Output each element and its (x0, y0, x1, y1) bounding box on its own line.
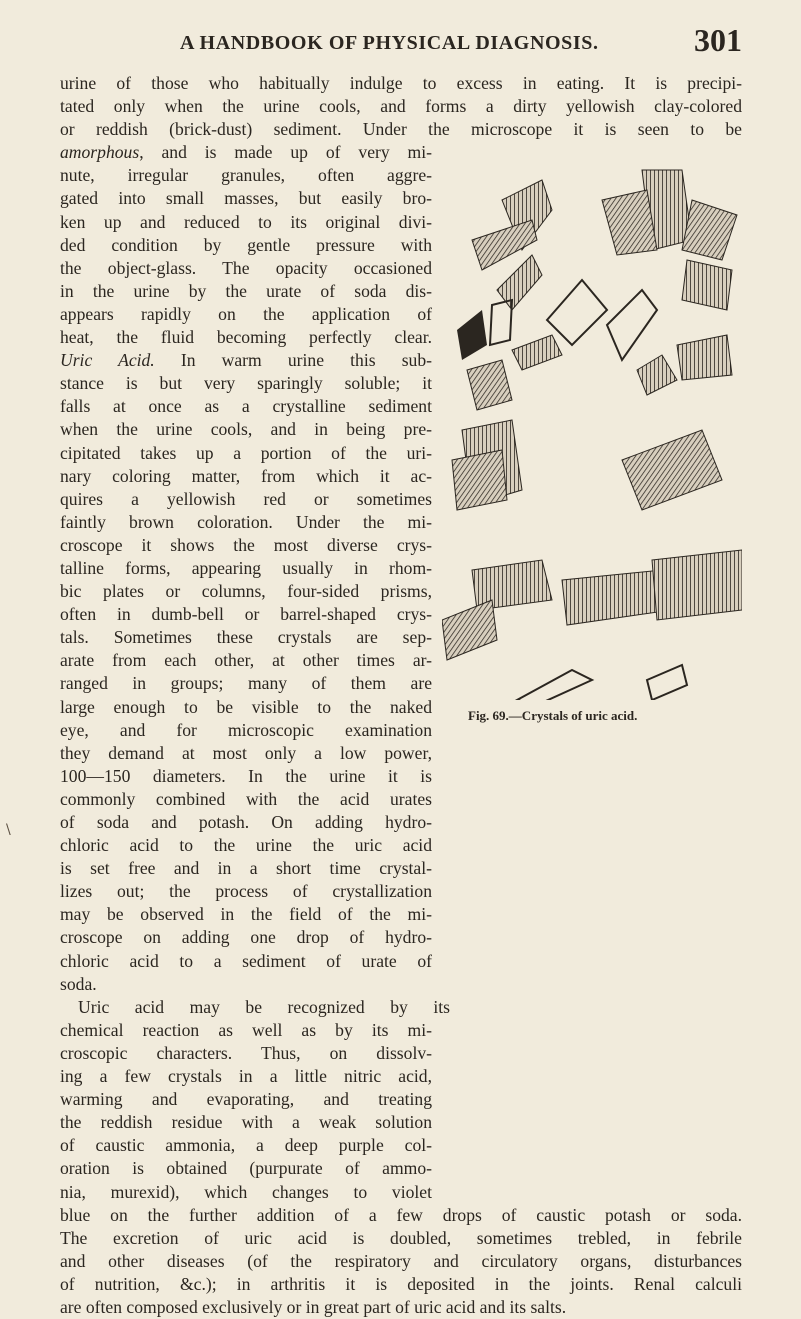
text-line: often in dumb-bell or barrel-shaped crys- (60, 604, 432, 625)
text-line: ing a few crystals in a little nitric acid, (60, 1066, 432, 1087)
crystals-illustration (442, 160, 742, 700)
text-line: croscope it shows the most diverse crys- (60, 534, 432, 555)
text-line: and other diseases (of the respiratory and circulatory organs, disturbances (60, 1250, 742, 1271)
text-line: eye, and for microscopic examination (60, 719, 432, 740)
text-line: is set free and in a short time crystal- (60, 858, 432, 879)
text-line: of nutrition, &c.); in arthritis it is deposited in the joints. Renal calculi (60, 1273, 742, 1294)
text-line: are often composed exclusively or in great part of uric acid and its salts. (60, 1296, 567, 1317)
text-line: The excretion of uric acid is doubled, sometimes trebled, in febrile (60, 1227, 742, 1248)
running-header (60, 22, 742, 62)
text-line: lizes out; the process of crystallization (60, 881, 432, 902)
text-line: oration is obtained (purpurate of ammo- (60, 1158, 432, 1179)
text-line: they demand at most only a low power, (60, 742, 432, 763)
text-line: croscope on adding one drop of hydro- (60, 927, 432, 948)
text-line: of soda and potash. On adding hydro- (60, 812, 432, 832)
text-line: in the urine by the urate of soda dis- (60, 280, 432, 301)
italic-term: amorphous (60, 142, 140, 163)
running-head-title: A HANDBOOK OF PHYSICAL DIAGNOSIS. (180, 32, 599, 54)
text-line: arate from each other, at other times ar- (60, 650, 432, 671)
text-line: ken up and reduced to its original divi- (60, 211, 432, 232)
text-line: tals. Sometimes these crystals are sep- (60, 627, 432, 648)
text-line: nia, murexid), which changes to violet (60, 1181, 432, 1202)
text-line: urine of those who habitually indulge to excess in eating. It is precipi- (60, 73, 742, 93)
crystal-sheaf-top-left (472, 180, 552, 310)
text-line: croscopic characters. Thus, on dissolv- (60, 1042, 432, 1063)
uric-acid-crystals-figure (442, 160, 742, 700)
text-line: nute, irregular granules, often aggre- (60, 165, 432, 186)
text-line: of caustic ammonia, a deep purple col- (60, 1135, 432, 1156)
text-line: faintly brown coloration. Under the mi- (60, 511, 432, 532)
page-number: 301 (694, 22, 742, 58)
text-line: chemical reaction as well as by its mi- (60, 1019, 432, 1040)
text-line: stance is but very sparingly soluble; it (60, 373, 432, 394)
text-line: ranged in groups; many of them are (60, 673, 432, 694)
text-line: tated only when the urine cools, and forms a dirty yellowish clay-colored (60, 96, 742, 117)
text-line: may be observed in the field of the mi- (60, 904, 432, 925)
barrel-bundles (442, 420, 742, 660)
text-line: quires a yellowish red or sometimes (60, 488, 432, 509)
text-line: chloric acid to a sediment of urate of (60, 950, 432, 971)
text-line: gated into small masses, but easily bro- (60, 188, 432, 209)
text-line: soda. (60, 973, 97, 994)
text-line: amorphous, and is made up of very mi- (60, 142, 432, 163)
text-line: or reddish (brick-dust) sediment. Under the microscope it is seen to be (60, 119, 742, 140)
text-line: talline forms, appearing usually in rhom- (60, 557, 432, 578)
figure-caption: Fig. 69.—Crystals of uric acid. (468, 708, 638, 723)
text-line: Uric Acid. In warm urine this sub- (60, 350, 432, 371)
text-line: the reddish residue with a weak solution (60, 1112, 432, 1133)
crystal-sheaf-top-right (602, 170, 737, 310)
text-line: heat, the fluid becoming perfectly clear. (60, 327, 432, 348)
text-line: the object-glass. The opacity occasioned (60, 257, 432, 278)
text-line: blue on the further addition of a few drops of caustic potash or soda. (60, 1204, 742, 1225)
text-line: cipitated takes up a portion of the uri- (60, 442, 432, 463)
text-line: large enough to be visible to the naked (60, 696, 432, 717)
text-line: warming and evaporating, and treating (60, 1089, 432, 1110)
text-line: commonly combined with the acid urates (60, 788, 432, 809)
italic-term: Uric Acid. (60, 350, 155, 371)
text-line: appears rapidly on the application of (60, 303, 432, 324)
small-crystal-outlines (517, 665, 687, 700)
text-line: falls at once as a crystalline sediment (60, 396, 432, 417)
text-line: chloric acid to the urine the uric acid (60, 835, 432, 856)
text-line: nary coloring matter, from which it ac- (60, 465, 432, 486)
margin-mark: \ (6, 822, 11, 838)
text-line: ded condition by gentle pressure with (60, 234, 432, 255)
text-line: 100—150 diameters. In the urine it is (60, 765, 432, 786)
text-line: bic plates or columns, four-sided prisms, (60, 581, 432, 602)
text-line: Uric acid may be recognized by its (78, 996, 450, 1017)
text-line: when the urine cools, and in being pre- (60, 419, 432, 440)
